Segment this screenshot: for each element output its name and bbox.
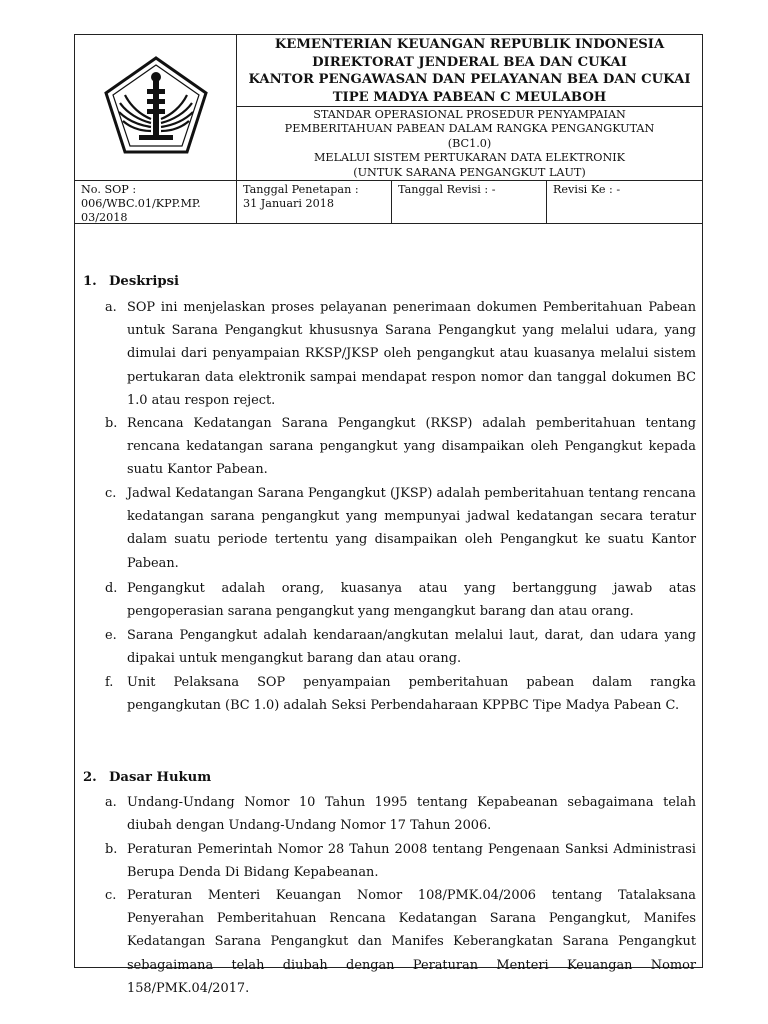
section-title: Dasar Hukum xyxy=(109,770,212,785)
item-marker: d. xyxy=(105,581,118,596)
ministry-emblem-icon xyxy=(103,55,209,155)
item-marker: b. xyxy=(105,842,118,857)
item-text: Jadwal Kedatangan Sarana Pengangkut (JKSP) adalah pemberitahuan tentang rencana kedatangan sarana pengangkut yang mempunyai jadwal kedatangan secara teratur dalam suatu periode tertentu yang disampaikan oleh Pengangkut ke suatu Kantor Pabean. xyxy=(127,486,696,571)
org-line-2: DIREKTORAT JENDERAL BEA DAN CUKAI xyxy=(312,54,627,70)
tanggal-penetapan-label: Tanggal Penetapan : xyxy=(243,183,359,196)
logo-cell xyxy=(75,35,237,181)
item-marker: f. xyxy=(105,675,114,690)
item-marker: b. xyxy=(105,416,118,431)
item-text: Rencana Kedatangan Sarana Pengangkut (RKSP) adalah pemberitahuan tentang rencana kedatangan sarana pengangkut yang disampaikan oleh Pengangkut kepada suatu Kantor Pabean. xyxy=(127,416,696,478)
item-text: Pengangkut adalah orang, kuasanya atau yang bertanggung jawab atas pengoperasian sarana pengangkut yang mengangkut barang dan atau orang. xyxy=(127,581,696,620)
sop-document xyxy=(74,34,703,996)
sop-title xyxy=(237,107,702,181)
tanggal-revisi-cell xyxy=(392,181,547,224)
no-sop-value-2: 03/2018 xyxy=(81,211,128,225)
section-number: 2. xyxy=(83,770,97,785)
org-line-1: KEMENTERIAN KEUANGAN REPUBLIK INDONESIA xyxy=(274,37,665,52)
organization-title xyxy=(237,35,702,107)
no-sop-value-1: 006/WBC.01/KPP.MP. xyxy=(81,197,201,211)
sop-line-1: STANDAR OPERASIONAL PROSEDUR PENYAMPAIAN xyxy=(313,108,626,121)
no-sop-label: No. SOP : xyxy=(81,183,137,196)
sop-line-3: (BC1.0) xyxy=(447,136,492,150)
section-title: Deskripsi xyxy=(109,274,180,289)
item-text: Sarana Pengangkut adalah kendaraan/angkutan melalui laut, darat, dan udara yang dipakai untuk mengangkut barang dan atau orang. xyxy=(127,628,696,667)
tanggal-revisi: Tanggal Revisi : - xyxy=(398,183,496,196)
item-text: Peraturan Pemerintah Nomor 28 Tahun 2008 tentang Pengenaan Sanksi Administrasi Berupa Denda Di Bidang Kepabeanan. xyxy=(127,842,696,881)
item-marker: c. xyxy=(105,486,117,501)
item-marker: e. xyxy=(105,628,117,643)
sop-line-2: PEMBERITAHUAN PABEAN DALAM RANGKA PENGANGKUTAN xyxy=(284,122,655,136)
item-text: Unit Pelaksana SOP penyampaian pemberitahuan pabean dalam rangka pengangkutan (BC 1.0) adalah Seksi Perbendaharaan KPPBC Tipe Madya Pabean C. xyxy=(127,675,696,714)
sop-line-4: MELALUI SISTEM PERTUKARAN DATA ELEKTRONIK xyxy=(313,151,626,165)
item-marker: a. xyxy=(105,300,117,315)
revisi-ke: Revisi Ke : - xyxy=(553,183,621,196)
org-line-3: KANTOR PENGAWASAN DAN PELAYANAN BEA DAN CUKAI xyxy=(248,72,691,88)
tanggal-penetapan-value: 31 Januari 2018 xyxy=(243,197,334,211)
item-text: Undang-Undang Nomor 10 Tahun 1995 tentang Kepabeanan sebagaimana telah diubah dengan Undang-Undang Nomor 17 Tahun 2006. xyxy=(127,795,696,834)
no-sop-cell xyxy=(75,181,237,224)
item-marker: c. xyxy=(105,888,117,903)
sop-line-5: (UNTUK SARANA PENGANGKUT LAUT) xyxy=(353,165,586,179)
org-line-4: TIPE MADYA PABEAN C MEULABOH xyxy=(332,89,607,105)
item-text: SOP ini menjelaskan proses pelayanan penerimaan dokumen Pemberitahuan Pabean untuk Sarana Pengangkut khususnya Sarana Pengangkut yang melalui udara, yang dimulai dari penyampaian RKSP/JKSP oleh pengangkut atau kuasanya melalui sistem pertukaran data elektronik sampai mendapat respon nomor dan tanggal dokumen BC 1.0 atau respon reject. xyxy=(127,300,696,408)
item-text: Peraturan Menteri Keuangan Nomor 108/PMK.04/2006 tentang Tatalaksana Penyerahan Pemberitahuan Rencana Kedatangan Sarana Pengangkut, Manifes Kedatangan Sarana Pengangkut dan Manifes Keberangkatan Sarana Pengangkut sebagaimana telah diubah dengan Peraturan Menteri Keuangan Nomor 158/PMK.04/2017. xyxy=(127,888,696,996)
item-marker: a. xyxy=(105,795,117,810)
revisi-ke-cell xyxy=(547,181,702,224)
tanggal-penetapan-cell xyxy=(237,181,392,224)
section-number: 1. xyxy=(83,274,97,289)
